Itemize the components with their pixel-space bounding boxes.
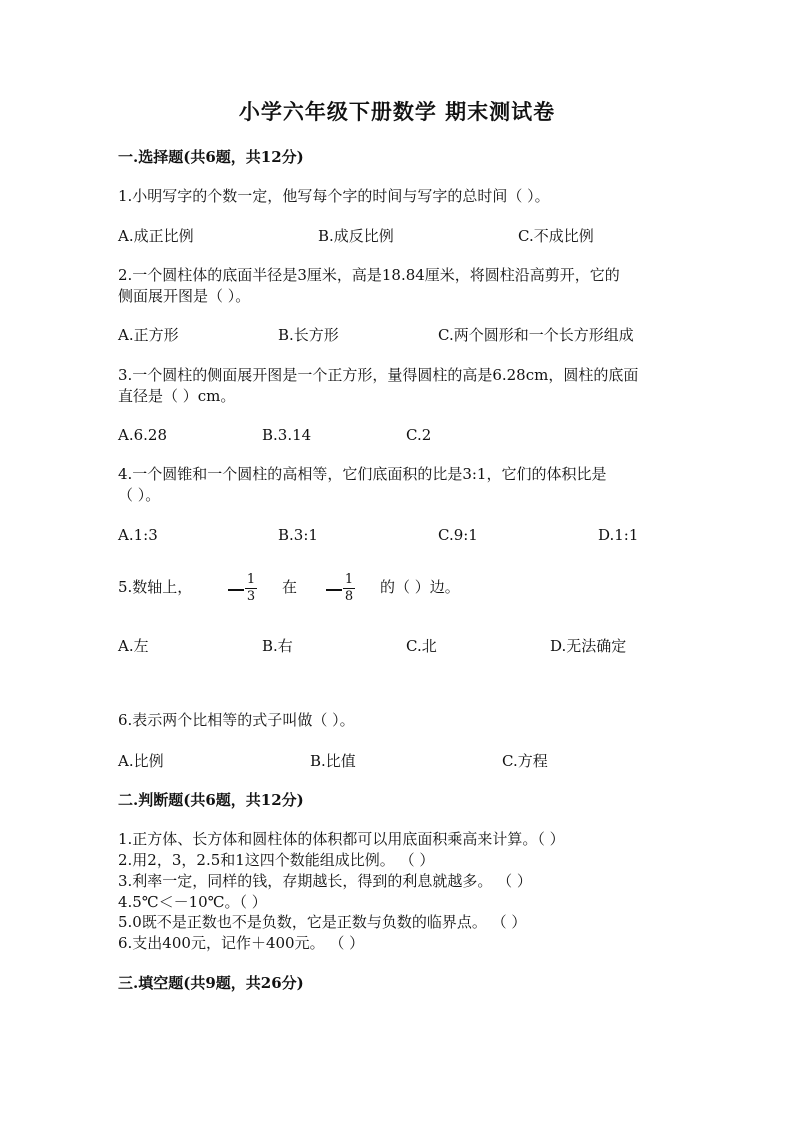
question-2-option-c: C.两个圆形和一个长方形组成 xyxy=(438,326,634,344)
minus-sign xyxy=(326,589,342,591)
question-6-option-a: A.比例 xyxy=(118,752,164,770)
judge-item: 1.正方体、长方体和圆柱体的体积都可以用底面积乘高来计算。（ ） xyxy=(118,830,565,848)
question-3-option-a: A.6.28 xyxy=(118,426,167,444)
question-4-option-b: B.3:1 xyxy=(278,526,318,544)
question-5-suffix: 的（ ）边。 xyxy=(380,578,460,596)
question-5-prefix: 5.数轴上， xyxy=(118,578,193,596)
question-1-option-c: C.不成比例 xyxy=(518,227,594,245)
question-2-option-a: A.正方形 xyxy=(118,326,179,344)
question-4-text-line1: 4.一个圆锥和一个圆柱的高相等，它们底面积的比是3:1，它们的体积比是 xyxy=(118,465,607,483)
question-6-option-c: C.方程 xyxy=(502,752,548,770)
judge-item: 5.0既不是正数也不是负数，它是正数与负数的临界点。 （ ） xyxy=(118,913,527,931)
fraction-denominator: 3 xyxy=(246,589,256,604)
page-title: 小学六年级下册数学 期末测试卷 xyxy=(238,99,556,124)
section-heading-choice: 一.选择题(共6题，共12分) xyxy=(118,148,304,166)
section-heading-fill: 三.填空题(共9题，共26分) xyxy=(118,974,304,992)
minus-sign xyxy=(228,589,244,591)
section-heading-judge: 二.判断题(共6题，共12分) xyxy=(118,791,304,809)
judge-item: 2.用2，3，2.5和1这四个数能组成比例。 （ ） xyxy=(118,851,435,869)
question-4-option-a: A.1:3 xyxy=(118,526,158,544)
fraction-one-third xyxy=(245,573,257,604)
question-2-text-line1: 2.一个圆柱体的底面半径是3厘米，高是18.84厘米，将圆柱沿高剪开，它的 xyxy=(118,266,620,284)
fraction-numerator: 1 xyxy=(246,572,256,587)
question-5-option-a: A.左 xyxy=(118,637,149,655)
question-2-option-b: B.长方形 xyxy=(278,326,339,344)
question-1-option-b: B.成反比例 xyxy=(318,227,394,245)
question-4-option-d: D.1:1 xyxy=(598,526,639,544)
question-6-option-b: B.比值 xyxy=(310,752,356,770)
question-1-option-a: A.成正比例 xyxy=(118,227,194,245)
question-3-text-line1: 3.一个圆柱的侧面展开图是一个正方形，量得圆柱的高是6.28cm，圆柱的底面 xyxy=(118,366,639,384)
question-2-text-line2: 侧面展开图是（ ）。 xyxy=(118,287,251,305)
judge-item: 3.利率一定，同样的钱，存期越长，得到的利息就越多。 （ ） xyxy=(118,872,532,890)
question-4-text-line2: （ ）。 xyxy=(118,486,161,504)
question-5-option-b: B.右 xyxy=(262,637,293,655)
question-5-option-d: D.无法确定 xyxy=(550,637,627,655)
question-1-text: 1.小明写字的个数一定，他写每个字的时间与写字的总时间（ ）。 xyxy=(118,187,550,205)
question-5-mid: 在 xyxy=(282,578,298,596)
judge-item: 6.支出400元，记作＋400元。 （ ） xyxy=(118,934,365,952)
question-3-option-c: C.2 xyxy=(406,426,432,444)
fraction-denominator: 8 xyxy=(344,589,354,604)
question-5-option-c: C.北 xyxy=(406,637,437,655)
question-6-text: 6.表示两个比相等的式子叫做（ ）。 xyxy=(118,711,355,729)
question-4-option-c: C.9:1 xyxy=(438,526,478,544)
question-3-option-b: B.3.14 xyxy=(262,426,312,444)
question-3-text-line2: 直径是（ ）cm。 xyxy=(118,387,236,405)
judge-item: 4.5℃＜－10℃。（ ） xyxy=(118,893,267,911)
fraction-one-eighth xyxy=(343,573,355,604)
fraction-numerator: 1 xyxy=(344,572,354,587)
